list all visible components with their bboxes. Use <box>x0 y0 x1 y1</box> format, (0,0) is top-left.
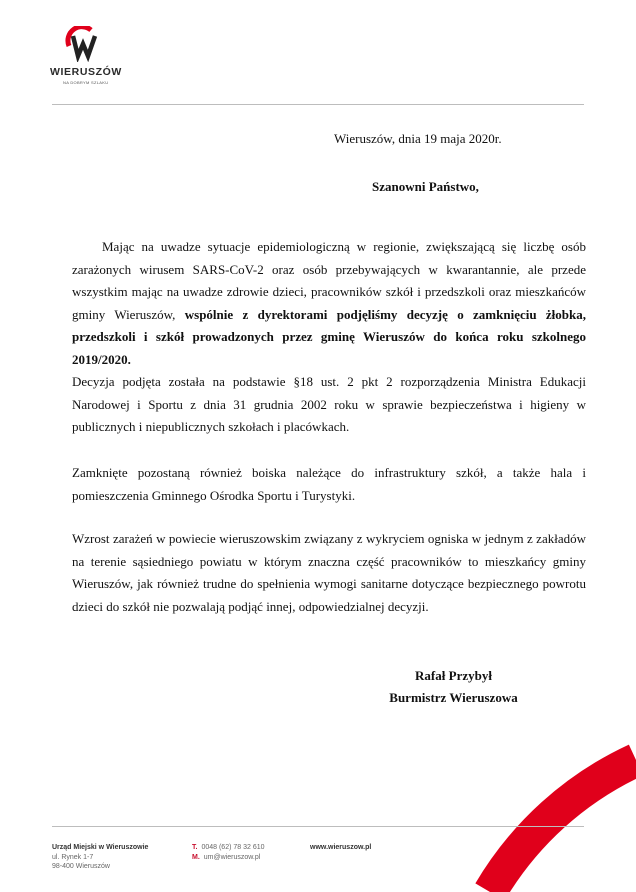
footer-office-name: Urząd Miejski w Wieruszowie <box>52 844 149 851</box>
footer-postal: 98-400 Wieruszów <box>52 863 110 870</box>
logo <box>50 26 130 88</box>
footer-email: um@wieruszow.pl <box>203 853 261 861</box>
footer-contact <box>192 843 265 862</box>
email-label: M. <box>192 853 200 861</box>
footer-email-row <box>192 853 265 863</box>
wieruszow-logo-icon <box>63 26 103 62</box>
letter-date: Wieruszów, dnia 19 maja 2020r. <box>334 131 502 146</box>
footer-phone-row <box>192 843 265 853</box>
footer-street: ul. Rynek 1-7 <box>52 853 94 861</box>
footer-address <box>52 843 148 872</box>
salutation: Szanowni Państwo, <box>372 179 479 194</box>
header-divider <box>52 104 584 105</box>
paragraph-legal-basis: Decyzja podjęta została na podstawie §18 ust. 2 pkt 2 rozporządzenia Ministra Edukacji Narodowej i Sportu z dnia 31 grudnia 2002 roku w sprawie bezpieczeństwa i higieny w publicznych i niepublicznych szkołach i placówkach. <box>72 374 586 434</box>
paragraph-decision <box>72 236 586 439</box>
signature-name: Rafał Przybył <box>415 668 492 683</box>
footer-phone: 0048 (62) 78 32 610 <box>201 844 265 851</box>
logo-name: WIERUSZÓW <box>50 66 122 78</box>
logo-tagline: NA DOBRYM SZLAKU <box>63 80 109 85</box>
signature-block <box>386 665 521 709</box>
paragraph-decision-bold: wspólnie z dyrektorami podjęliśmy decyzję o zamknięciu żłobka, przedszkoli i szkół prowadzonych przez gminę Wieruszów do końca roku szkolnego 2019/2020. <box>72 306 587 367</box>
footer-website[interactable]: www.wieruszow.pl <box>310 844 372 851</box>
paragraph-facilities: Zamknięte pozostaną również boiska należące do infrastruktury szkół, a także hala i pomieszczenia Gminnego Ośrodka Sportu i Turystyki. <box>72 465 586 503</box>
footer-divider <box>52 826 584 827</box>
phone-label: T. <box>192 844 198 851</box>
paragraph-intro: Mając na uwadze sytuacje epidemiologiczną w regionie, zwiększającą się liczbę osób zarażonych wirusem SARS-CoV-2 oraz osób przebywających w kwarantannie, ale przede wszystkim mając na uwadze zdrowie dzieci, pracowników szkół i przedszkoli oraz mieszkańców gminy Wieruszów, <box>72 239 586 322</box>
paragraph-justification: Wzrost zarażeń w powiecie wieruszowskim związany z wykryciem ogniska w jednym z zakładów na terenie sąsiedniego powiatu w którym znaczna część pracowników to mieszkańcy gminy Wieruszów, jak również trudne do spełnienia wymogi sanitarne dotyczące bezpiecznego powrotu dzieci do szkół nie pozwalają podjąć innej, odpowiedzialnej decyzji. <box>72 531 586 614</box>
signature-title: Burmistrz Wieruszowa <box>389 690 518 705</box>
